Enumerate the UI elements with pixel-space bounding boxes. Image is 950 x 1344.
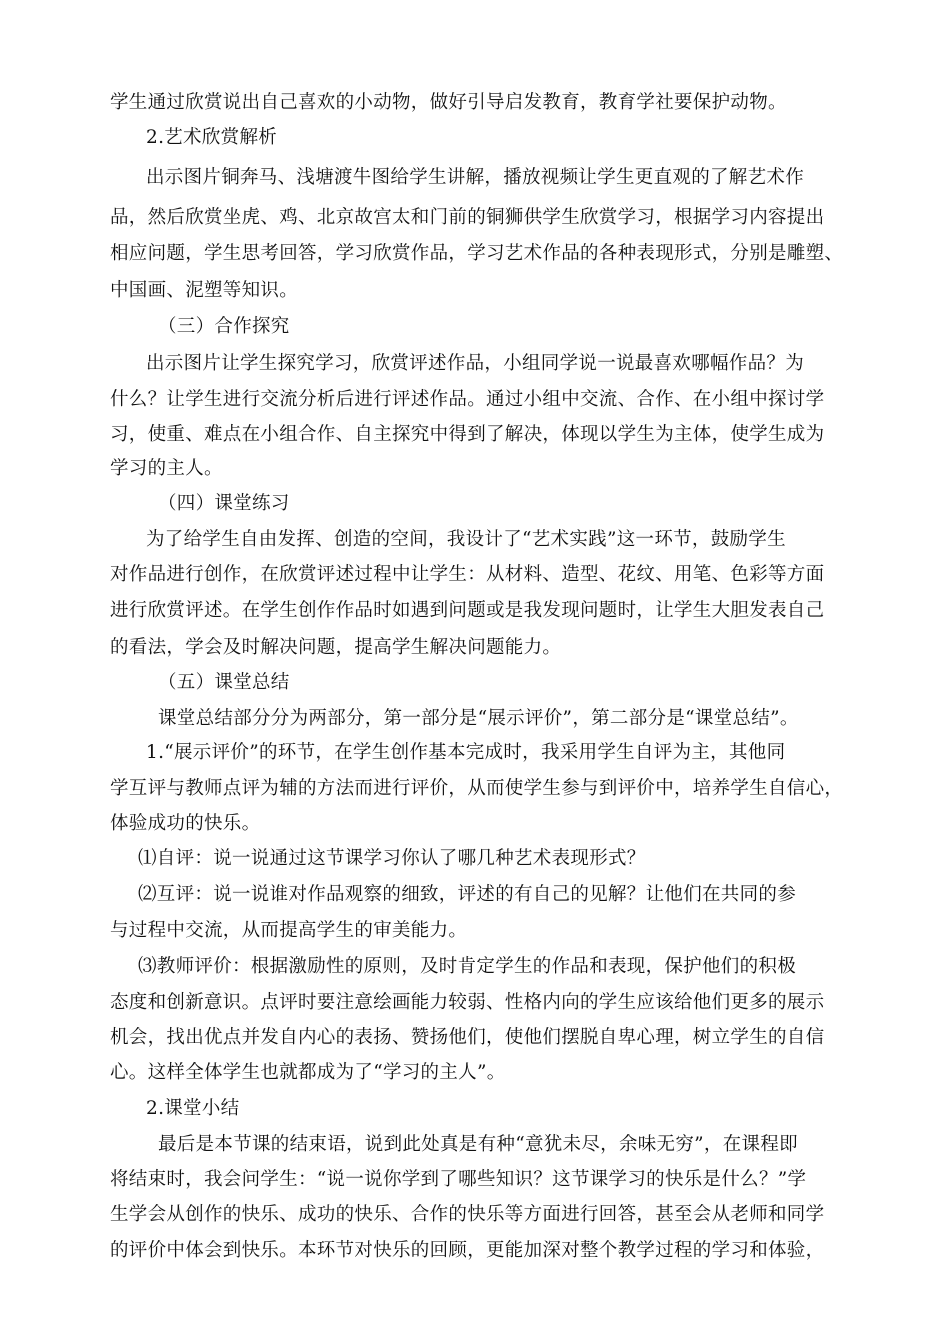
list-item: ⑶教师评价：根据激励性的原则，及时肯定学生的作品和表现，保护他们的积极 bbox=[138, 956, 797, 977]
paragraph-line: 出示图片铜奔马、浅塘渡牛图给学生讲解，播放视频让学生更直观的了解艺术作 bbox=[146, 167, 805, 188]
paragraph-line: 对作品进行创作，在欣赏评述过程中让学生：从材料、造型、花纹、用笔、色彩等方面 bbox=[110, 564, 825, 585]
paragraph-line: 学互评与教师点评为辅的方法而进行评价，从而使学生参与到评价中，培养学生自信心， bbox=[110, 778, 844, 799]
paragraph-line: 生学会从创作的快乐、成功的快乐、合作的快乐等方面进行回答，甚至会从老师和同学 bbox=[110, 1204, 825, 1225]
paragraph-line: 的评价中体会到快乐。本环节对快乐的回顾，更能加深对整个教学过程的学习和体验， bbox=[110, 1240, 825, 1261]
paragraph-line: 习，使重、难点在小组合作、自主探究中得到了解决，体现以学生为主体，使学生成为 bbox=[110, 424, 825, 445]
paragraph-line: 出示图片让学生探究学习，欣赏评述作品，小组同学说一说最喜欢哪幅作品？为 bbox=[146, 353, 805, 374]
paragraph-line: 态度和创新意识。点评时要注意绘画能力较弱、性格内向的学生应该给他们更多的展示 bbox=[110, 992, 825, 1013]
paragraph-line: 中国画、泥塑等知识。 bbox=[110, 280, 299, 301]
section-heading: 2.艺术欣赏解析 bbox=[146, 127, 278, 148]
paragraph-line: 的看法，学会及时解决问题，提高学生解决问题能力。 bbox=[110, 637, 562, 658]
paragraph-line: 将结束时，我会问学生：“说一说你学到了哪些知识？这节课学习的快乐是什么？”学 bbox=[110, 1169, 807, 1190]
list-item: ⑴自评：说一说通过这节课学习你认了哪几种艺术表现形式？ bbox=[138, 848, 646, 869]
section-heading: 2.课堂小结 bbox=[146, 1098, 240, 1119]
paragraph-line: 机会，找出优点并发自内心的表扬、赞扬他们，使他们摆脱自卑心理，树立学生的自信 bbox=[110, 1027, 825, 1048]
paragraph-line: 为了给学生自由发挥、创造的空间，我设计了“艺术实践”这一环节，鼓励学生 bbox=[146, 529, 786, 550]
paragraph-line: 进行欣赏评述。在学生创作作品时如遇到问题或是我发现问题时，让学生大胆发表自己 bbox=[110, 600, 825, 621]
paragraph-line: 与过程中交流，从而提高学生的审美能力。 bbox=[110, 920, 468, 941]
section-heading: （三）合作探究 bbox=[158, 316, 290, 337]
section-heading: （四）课堂练习 bbox=[158, 493, 290, 514]
paragraph-line: 最后是本节课的结束语，说到此处真是有种“意犹未尽，余味无穷”，在课程即 bbox=[158, 1134, 798, 1155]
section-heading: （五）课堂总结 bbox=[158, 672, 290, 693]
paragraph-line: 体验成功的快乐。 bbox=[110, 813, 261, 834]
list-item: ⑵互评：说一说谁对作品观察的细致，评述的有自己的见解？让他们在共同的参 bbox=[138, 884, 797, 905]
paragraph-line: 相应问题，学生思考回答，学习欣赏作品，学习艺术作品的各种表现形式，分别是雕塑、 bbox=[110, 243, 844, 264]
paragraph-line: 学生通过欣赏说出自己喜欢的小动物，做好引导启发教育，教育学社要保护动物。 bbox=[110, 92, 787, 113]
paragraph-line: 学习的主人。 bbox=[110, 458, 223, 479]
paragraph-line: 什么？让学生进行交流分析后进行评述作品。通过小组中交流、合作、在小组中探讨学 bbox=[110, 389, 825, 410]
paragraph-line: 心。这样全体学生也就都成为了“学习的主人”。 bbox=[110, 1062, 506, 1083]
paragraph-line: 1.“展示评价”的环节，在学生创作基本完成时，我采用学生自评为主，其他同 bbox=[146, 742, 786, 763]
paragraph-line: 品，然后欣赏坐虎、鸡、北京故宫太和门前的铜狮供学生欣赏学习，根据学习内容提出 bbox=[110, 207, 825, 228]
paragraph-line: 课堂总结部分分为两部分，第一部分是“展示评价”，第二部分是“课堂总结”。 bbox=[158, 708, 799, 729]
